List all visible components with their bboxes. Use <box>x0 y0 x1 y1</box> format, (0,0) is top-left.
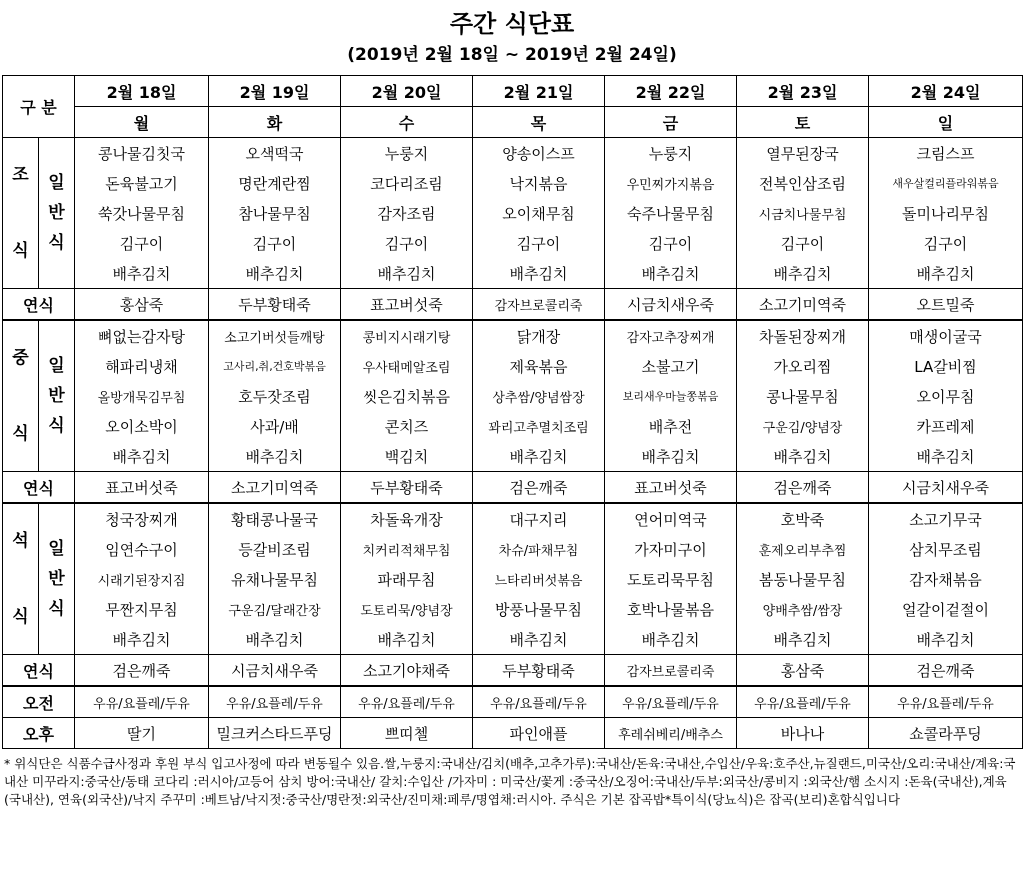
menu-item: 올방개묵김무침 <box>75 381 209 411</box>
menu-item: 김구이 <box>737 228 869 258</box>
soft-meal-item: 시금치새우죽 <box>605 289 737 321</box>
menu-item: 씻은김치볶음 <box>341 381 473 411</box>
meal-label: 석 식 <box>3 503 39 655</box>
header-label: 구 분 <box>3 76 75 138</box>
menu-item: 배추김치 <box>209 258 341 289</box>
soft-meal-label: 연식 <box>3 655 75 687</box>
menu-item: 구운김/달래간장 <box>209 594 341 624</box>
menu-item: 콩비지시래기탕 <box>341 320 473 351</box>
menu-item: 콩나물무침 <box>737 381 869 411</box>
weekly-menu-table <box>2 75 1023 749</box>
menu-item: 느타리버섯볶음 <box>473 564 605 594</box>
menu-item: 황태콩나물국 <box>209 503 341 534</box>
menu-item: 제육볶음 <box>473 351 605 381</box>
menu-item: 차돌된장찌개 <box>737 320 869 351</box>
menu-item: 소고기무국 <box>869 503 1023 534</box>
header-date: 2월 24일 <box>869 76 1023 107</box>
menu-item: 우민찌가지볶음 <box>605 168 737 198</box>
menu-item: 연어미역국 <box>605 503 737 534</box>
soft-meal-item: 시금치새우죽 <box>209 655 341 687</box>
header-day: 토 <box>737 107 869 138</box>
soft-meal-item: 검은깨죽 <box>473 472 605 504</box>
menu-item: 전복인삼조림 <box>737 168 869 198</box>
menu-item: 카프레제 <box>869 411 1023 441</box>
menu-item: 참나물무침 <box>209 198 341 228</box>
menu-item: 배추김치 <box>737 624 869 655</box>
menu-item: 감자채볶음 <box>869 564 1023 594</box>
general-meal-label: 일 반 식 <box>39 503 75 655</box>
meal-label: 중 식 <box>3 320 39 472</box>
menu-item: 유채나물무침 <box>209 564 341 594</box>
menu-item: 새우살컬리플라워볶음 <box>869 168 1023 198</box>
soft-meal-item: 표고버섯죽 <box>605 472 737 504</box>
snack-item: 우유/요플레/두유 <box>869 686 1023 718</box>
menu-item: 시래기된장지짐 <box>75 564 209 594</box>
header-date: 2월 20일 <box>341 76 473 107</box>
soft-meal-item: 감자브로콜리죽 <box>473 289 605 321</box>
menu-item: 배추김치 <box>869 441 1023 472</box>
menu-item: 가자미구이 <box>605 534 737 564</box>
menu-item: 명란계란찜 <box>209 168 341 198</box>
snack-item: 바나나 <box>737 718 869 749</box>
menu-item: 배추김치 <box>605 441 737 472</box>
menu-item: 배추김치 <box>209 441 341 472</box>
menu-item: 배추김치 <box>473 624 605 655</box>
menu-item: 배추김치 <box>341 624 473 655</box>
menu-item: 오색떡국 <box>209 138 341 169</box>
menu-item: 배추김치 <box>473 258 605 289</box>
menu-item: 백김치 <box>341 441 473 472</box>
menu-item: 김구이 <box>473 228 605 258</box>
menu-item: 오이소박이 <box>75 411 209 441</box>
soft-meal-item: 두부황태죽 <box>209 289 341 321</box>
menu-item: 청국장찌개 <box>75 503 209 534</box>
menu-item: 삼치무조림 <box>869 534 1023 564</box>
soft-meal-item: 두부황태죽 <box>341 472 473 504</box>
menu-item: 배추김치 <box>341 258 473 289</box>
menu-item: 돈육불고기 <box>75 168 209 198</box>
header-date: 2월 18일 <box>75 76 209 107</box>
menu-item: 낙지볶음 <box>473 168 605 198</box>
menu-item: 김구이 <box>209 228 341 258</box>
snack-item: 쇼콜라푸딩 <box>869 718 1023 749</box>
menu-item: 등갈비조림 <box>209 534 341 564</box>
header-day: 월 <box>75 107 209 138</box>
soft-meal-item: 홍삼죽 <box>737 655 869 687</box>
menu-item: 사과/배 <box>209 411 341 441</box>
menu-item: 배추김치 <box>75 624 209 655</box>
menu-item: 배추김치 <box>75 258 209 289</box>
menu-item: 오이무침 <box>869 381 1023 411</box>
header-date: 2월 21일 <box>473 76 605 107</box>
soft-meal-item: 소고기미역죽 <box>737 289 869 321</box>
menu-item: 도토리묵무침 <box>605 564 737 594</box>
header-day: 화 <box>209 107 341 138</box>
meal-label: 조 식 <box>3 138 39 289</box>
menu-item: 콘치즈 <box>341 411 473 441</box>
snack-label: 오후 <box>3 718 75 749</box>
menu-item: 코다리조림 <box>341 168 473 198</box>
soft-meal-item: 검은깨죽 <box>737 472 869 504</box>
snack-item: 밀크커스타드푸딩 <box>209 718 341 749</box>
snack-item: 우유/요플레/두유 <box>209 686 341 718</box>
soft-meal-item: 검은깨죽 <box>75 655 209 687</box>
snack-item: 우유/요플레/두유 <box>473 686 605 718</box>
menu-item: 대구지리 <box>473 503 605 534</box>
menu-item: 매생이굴국 <box>869 320 1023 351</box>
menu-item: LA갈비찜 <box>869 351 1023 381</box>
header-day: 금 <box>605 107 737 138</box>
menu-item: 감자고추장찌개 <box>605 320 737 351</box>
header-day: 일 <box>869 107 1023 138</box>
menu-item: 닭개장 <box>473 320 605 351</box>
soft-meal-item: 검은깨죽 <box>869 655 1023 687</box>
footnote: * 위식단은 식품수급사정과 후원 부식 입고사정에 따라 변동될수 있음.쌀,누룽지:국내산/김치(배추,고추가루):국내산/돈육:국내산,수입산/우육:호주산,뉴질랜드,미국산/오리:국내산/계육:국내산 미꾸라지:중국산/동태 코다리 :러시아/고등어 삼치 방어:국내산/ 갈치:수입산 /가자미 : 미국산/꽃게 :중국산/오징어:국내산/두부:외국산/콩비지 :외국산/햄 소시지 :돈육(국내산),계육(국내산), 연육(외국산)/낙지 주꾸미 :베트남/낙지젓:중국산/명란젓:외국산/진미채:페루/명엽채:러시아. 주식은 기본 잡곡밥*특이식(당뇨식)은 잡곡(보리)혼합식입니다 <box>4 756 1016 807</box>
menu-item: 김구이 <box>341 228 473 258</box>
menu-item: 배추김치 <box>75 441 209 472</box>
menu-item: 파래무침 <box>341 564 473 594</box>
menu-item: 가오리찜 <box>737 351 869 381</box>
menu-item: 양송이스프 <box>473 138 605 169</box>
menu-item: 배추김치 <box>737 258 869 289</box>
menu-item: 양배추쌈/쌈장 <box>737 594 869 624</box>
menu-item: 배추김치 <box>209 624 341 655</box>
menu-item: 김구이 <box>869 228 1023 258</box>
soft-meal-label: 연식 <box>3 289 75 321</box>
snack-item: 우유/요플레/두유 <box>75 686 209 718</box>
menu-item: 우사태메알조림 <box>341 351 473 381</box>
menu-item: 크림스프 <box>869 138 1023 169</box>
menu-item: 누룽지 <box>605 138 737 169</box>
soft-meal-item: 표고버섯죽 <box>341 289 473 321</box>
menu-item: 숙주나물무침 <box>605 198 737 228</box>
header-date: 2월 19일 <box>209 76 341 107</box>
soft-meal-item: 소고기야채죽 <box>341 655 473 687</box>
menu-item: 뼈없는감자탕 <box>75 320 209 351</box>
header-day: 수 <box>341 107 473 138</box>
snack-item: 파인애플 <box>473 718 605 749</box>
soft-meal-item: 시금치새우죽 <box>869 472 1023 504</box>
menu-item: 해파리냉채 <box>75 351 209 381</box>
date-range: (2019년 2월 18일 ~ 2019년 2월 24일) <box>347 45 677 65</box>
soft-meal-item: 오트밀죽 <box>869 289 1023 321</box>
page-title: 주간 식단표 <box>449 10 575 38</box>
menu-item: 호박나물볶음 <box>605 594 737 624</box>
menu-item: 누룽지 <box>341 138 473 169</box>
menu-item: 감자조림 <box>341 198 473 228</box>
menu-item: 구운김/양념장 <box>737 411 869 441</box>
menu-item: 무짠지무침 <box>75 594 209 624</box>
menu-item: 소고기버섯들깨탕 <box>209 320 341 351</box>
menu-item: 콩나물김칫국 <box>75 138 209 169</box>
menu-item: 김구이 <box>75 228 209 258</box>
snack-item: 쁘띠첼 <box>341 718 473 749</box>
menu-item: 차돌육개장 <box>341 503 473 534</box>
header-day: 목 <box>473 107 605 138</box>
menu-item: 호두잣조림 <box>209 381 341 411</box>
menu-item: 돌미나리무침 <box>869 198 1023 228</box>
menu-item: 훈제오리부추찜 <box>737 534 869 564</box>
menu-item: 방풍나물무침 <box>473 594 605 624</box>
menu-item: 소불고기 <box>605 351 737 381</box>
soft-meal-label: 연식 <box>3 472 75 504</box>
menu-item: 상추쌈/양념쌈장 <box>473 381 605 411</box>
menu-item: 차슈/파채무침 <box>473 534 605 564</box>
menu-item: 시금치나물무침 <box>737 198 869 228</box>
menu-item: 배추김치 <box>605 624 737 655</box>
soft-meal-item: 소고기미역죽 <box>209 472 341 504</box>
menu-item: 보리새우마늘쫑볶음 <box>605 381 737 411</box>
menu-item: 얼갈이겉절이 <box>869 594 1023 624</box>
snack-item: 우유/요플레/두유 <box>605 686 737 718</box>
header-date: 2월 23일 <box>737 76 869 107</box>
general-meal-label: 일 반 식 <box>39 138 75 289</box>
menu-item: 호박죽 <box>737 503 869 534</box>
menu-item: 치커리적채무침 <box>341 534 473 564</box>
snack-label: 오전 <box>3 686 75 718</box>
menu-item: 고사리,취,건호박볶음 <box>209 351 341 381</box>
soft-meal-item: 홍삼죽 <box>75 289 209 321</box>
menu-item: 오이채무침 <box>473 198 605 228</box>
snack-item: 후레쉬베리/배추스 <box>605 718 737 749</box>
menu-item: 배추김치 <box>737 441 869 472</box>
general-meal-label: 일 반 식 <box>39 320 75 472</box>
menu-item: 열무된장국 <box>737 138 869 169</box>
menu-item: 쑥갓나물무침 <box>75 198 209 228</box>
menu-item: 배추김치 <box>869 624 1023 655</box>
snack-item: 우유/요플레/두유 <box>737 686 869 718</box>
menu-item: 꽈리고추멸치조림 <box>473 411 605 441</box>
menu-item: 배추김치 <box>605 258 737 289</box>
menu-item: 김구이 <box>605 228 737 258</box>
header-date: 2월 22일 <box>605 76 737 107</box>
menu-item: 봄동나물무침 <box>737 564 869 594</box>
snack-item: 딸기 <box>75 718 209 749</box>
soft-meal-item: 표고버섯죽 <box>75 472 209 504</box>
menu-item: 임연수구이 <box>75 534 209 564</box>
menu-item: 도토리묵/양념장 <box>341 594 473 624</box>
menu-item: 배추김치 <box>869 258 1023 289</box>
soft-meal-item: 감자브로콜리죽 <box>605 655 737 687</box>
snack-item: 우유/요플레/두유 <box>341 686 473 718</box>
soft-meal-item: 두부황태죽 <box>473 655 605 687</box>
menu-item: 배추김치 <box>473 441 605 472</box>
menu-item: 배추전 <box>605 411 737 441</box>
